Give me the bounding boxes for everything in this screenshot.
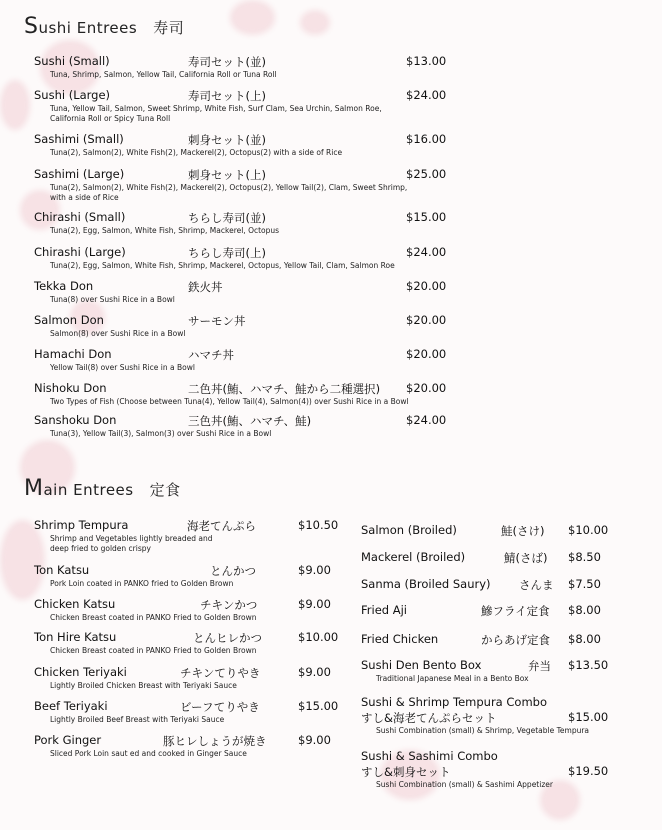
item-price: $8.00 — [568, 632, 601, 646]
item-description: Shrimp and Vegetables lightly breaded and — [50, 534, 213, 543]
item-description: Tuna(2), Egg, Salmon, White Fish, Shrimp, Mackerel, Octopus, Yellow Tail, Clam, Salmon Roe — [50, 261, 395, 270]
item-jp-name: すし&刺身セット — [361, 765, 451, 779]
item-name: Ton Hire Katsu — [34, 630, 117, 644]
item-description: Salmon(8) over Sushi Rice in a Bowl — [50, 329, 186, 338]
item-name: Fried Chicken — [361, 632, 439, 646]
item-jp-name: 刺身セット(上) — [188, 168, 266, 182]
item-description: Chicken Breast coated in PANKO Fried to Golden Brown — [50, 646, 257, 655]
item-price: $10.50 — [298, 518, 339, 532]
item-name: Shrimp Tempura — [34, 518, 129, 532]
blossom-decoration — [300, 10, 330, 35]
item-description: Two Types of Fish (Choose between Tuna(4), Yellow Tail(4), Salmon(4)) over Sushi Rice in a Bowl — [50, 397, 409, 406]
item-jp-name: ちらし寿司(上) — [188, 246, 266, 260]
item-description: Tuna(8) over Sushi Rice in a Bowl — [50, 295, 175, 304]
item-description: Tuna, Yellow Tail, Salmon, Sweet Shrimp, White Fish, Surf Clam, Sea Urchin, Salmon Roe, — [50, 104, 382, 113]
item-price: $10.00 — [298, 630, 339, 644]
item-name: Mackerel (Broiled) — [361, 550, 466, 564]
item-description: Tuna(2), Egg, Salmon, White Fish, Shrimp, Mackerel, Octopus — [50, 226, 280, 235]
blossom-decoration — [0, 80, 30, 130]
item-jp-name: 二色丼(鮪、ハマチ、鮭から二種選択) — [188, 382, 381, 396]
item-name: Chicken Katsu — [34, 597, 116, 611]
item-price: $20.00 — [406, 279, 447, 293]
item-name: Sanma (Broiled Saury) — [361, 577, 491, 591]
item-name: Pork Ginger — [34, 733, 102, 747]
item-description: Sushi Combination (small) & Sashimi Appetizer — [376, 780, 553, 789]
item-price: $24.00 — [406, 88, 447, 102]
item-description: Lightly Broiled Chicken Breast with Teriyaki Sauce — [50, 681, 237, 690]
blossom-decoration — [0, 520, 45, 600]
item-price: $16.00 — [406, 132, 447, 146]
item-description: Tuna(2), Salmon(2), White Fish(2), Mackerel(2), Octopus(2), Yellow Tail(2), Clam, Sweet Shrimp, — [50, 183, 408, 192]
item-description: Lightly Broiled Beef Breast with Teriyaki Sauce — [50, 715, 225, 724]
item-jp-name: ビーフてりやき — [180, 700, 260, 714]
item-price: $9.00 — [298, 563, 331, 577]
item-description: Tuna(2), Salmon(2), White Fish(2), Mackerel(2), Octopus(2) with a side of Rice — [50, 148, 343, 157]
item-name: Sushi (Large) — [34, 88, 111, 102]
item-price: $7.50 — [568, 577, 601, 591]
item-name: Sashimi (Small) — [34, 132, 124, 146]
item-name: Salmon Don — [34, 313, 104, 327]
item-name: Sushi & Shrimp Tempura Combo — [361, 695, 547, 709]
item-description: Pork Loin coated in PANKO fried to Golden Brown — [50, 579, 234, 588]
item-price: $13.50 — [568, 658, 609, 672]
item-name: Hamachi Don — [34, 347, 112, 361]
item-jp-name: 鉄火丼 — [188, 280, 223, 294]
item-description: deep fried to golden crispy — [50, 544, 151, 553]
item-jp-name: チキンてりやき — [180, 666, 261, 680]
item-price: $8.00 — [568, 603, 601, 617]
item-name: Chirashi (Large) — [34, 245, 126, 259]
item-price: $20.00 — [406, 313, 447, 327]
item-price: $15.00 — [406, 210, 447, 224]
item-description: Tuna(3), Yellow Tail(3), Salmon(3) over Sushi Rice in a Bowl — [50, 429, 272, 438]
item-price: $24.00 — [406, 413, 447, 427]
item-description: Yellow Tail(8) over Sushi Rice in a Bowl — [50, 363, 195, 372]
item-jp-name: 海老てんぷら — [187, 519, 256, 533]
item-price: $19.50 — [568, 764, 609, 778]
title-initial: S — [24, 14, 39, 39]
item-price: $15.00 — [298, 699, 339, 713]
item-price: $15.00 — [568, 710, 609, 724]
item-jp-name: 弁当 — [528, 659, 551, 673]
item-name: Ton Katsu — [34, 563, 90, 577]
item-description: Chicken Breast coated in PANKO Fried to Golden Brown — [50, 613, 257, 622]
item-name: Sashimi (Large) — [34, 167, 125, 181]
item-price: $9.00 — [298, 665, 331, 679]
item-name: Salmon (Broiled) — [361, 523, 457, 537]
item-name: Beef Teriyaki — [34, 699, 108, 713]
item-name: Sushi & Sashimi Combo — [361, 749, 498, 763]
item-name: Sushi Den Bento Box — [361, 658, 482, 672]
title-text: ain Entrees — [43, 481, 134, 499]
item-jp-name: ちらし寿司(並) — [188, 211, 266, 225]
item-price: $9.00 — [298, 597, 331, 611]
title-jp: 定食 — [149, 481, 181, 499]
sushi-section-title — [24, 14, 184, 39]
item-price: $9.00 — [298, 733, 331, 747]
blossom-decoration — [230, 0, 275, 35]
item-price: $25.00 — [406, 167, 447, 181]
item-jp-name: 鮭(さけ) — [501, 524, 545, 538]
item-price: $8.50 — [568, 550, 601, 564]
item-jp-name: 寿司セット(並) — [188, 55, 266, 69]
title-jp: 寿司 — [153, 19, 185, 37]
item-jp-name: サーモン丼 — [188, 314, 246, 328]
item-description: Traditional Japanese Meal in a Bento Box — [376, 674, 529, 683]
item-jp-name: 鰺フライ定食 — [481, 604, 550, 618]
item-name: Sushi (Small) — [34, 54, 110, 68]
item-jp-name: すし&海老てんぷらセット — [361, 711, 497, 725]
item-description: California Roll or Spicy Tuna Roll — [50, 114, 171, 123]
item-price: $10.00 — [568, 523, 609, 537]
item-description: with a side of Rice — [50, 193, 119, 202]
item-price: $20.00 — [406, 381, 447, 395]
item-name: Tekka Don — [34, 279, 94, 293]
item-price: $13.00 — [406, 54, 447, 68]
item-jp-name: 刺身セット(並) — [188, 133, 266, 147]
main-section-title — [24, 476, 181, 501]
item-jp-name: 鯖(さば) — [504, 551, 548, 565]
item-jp-name: とんヒレかつ — [193, 631, 262, 645]
item-price: $24.00 — [406, 245, 447, 259]
item-jp-name: 豚ヒレしょうが焼き — [163, 734, 267, 748]
title-text: ushi Entrees — [38, 19, 138, 37]
item-name: Fried Aji — [361, 603, 407, 617]
item-price: $20.00 — [406, 347, 447, 361]
item-name: Sanshoku Don — [34, 413, 117, 427]
title-initial: M — [24, 476, 44, 501]
item-description: Sushi Combination (small) & Shrimp, Vegetable Tempura — [376, 726, 590, 735]
item-name: Nishoku Don — [34, 381, 107, 395]
item-jp-name: 寿司セット(上) — [188, 89, 266, 103]
item-description: Tuna, Shrimp, Salmon, Yellow Tail, California Roll or Tuna Roll — [50, 70, 277, 79]
item-jp-name: ハマチ丼 — [188, 348, 234, 362]
item-jp-name: さんま — [519, 578, 554, 592]
item-jp-name: チキンかつ — [200, 598, 258, 612]
item-name: Chicken Teriyaki — [34, 665, 127, 679]
item-jp-name: とんかつ — [210, 564, 256, 578]
item-name: Chirashi (Small) — [34, 210, 126, 224]
item-description: Sliced Pork Loin saut ed and cooked in Ginger Sauce — [50, 749, 247, 758]
item-jp-name: からあげ定食 — [481, 633, 550, 647]
item-jp-name: 三色丼(鮪、ハマチ、鮭) — [188, 414, 312, 428]
